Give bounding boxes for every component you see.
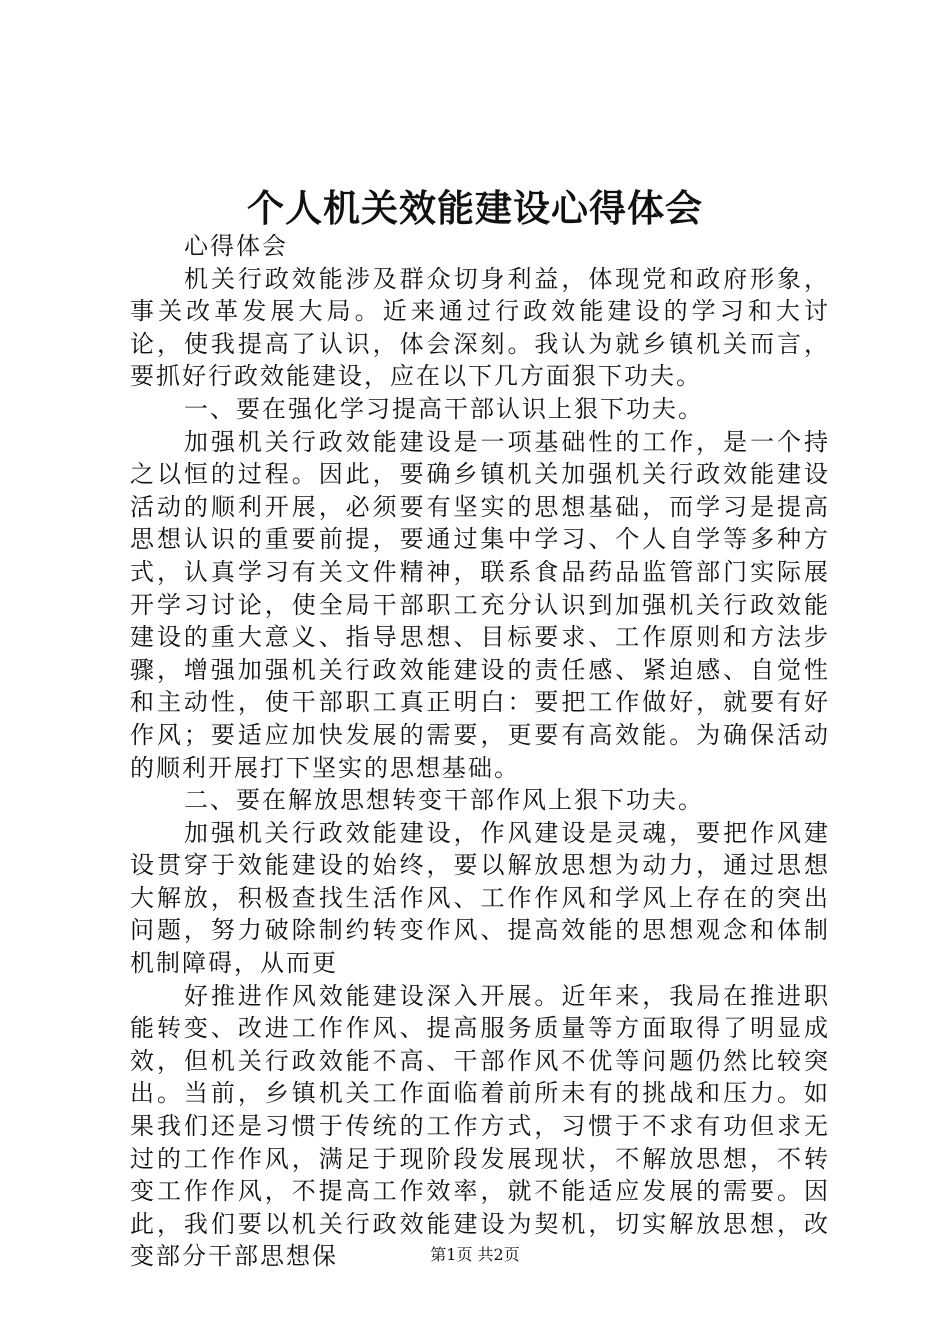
section-heading-2: 二、要在解放思想转变干部作风上狠下功夫。	[184, 786, 704, 815]
page-number-footer: 第1页 共2页	[430, 1245, 520, 1264]
paragraph-intro: 机关行政效能涉及群众切身利益，体现党和政府形象，事关改革发展大局。近来通过行政效能建设的学习和大讨论，使我提高了认识，体会深刻。我认为就乡镇机关而言，要抓好行政效能建设，应在以下几方面狠下功夫。	[130, 264, 830, 391]
document-title: 个人机关效能建设心得体会	[247, 186, 703, 230]
document-body	[130, 230, 830, 1273]
section-heading-1: 一、要在强化学习提高干部认识上狠下功夫。	[184, 394, 704, 423]
paragraph-heading-label: 心得体会	[184, 232, 288, 260]
paragraph-section-2: 加强机关行政效能建设，作风建设是灵魂，要把作风建设贯穿于效能建设的始终，要以解放思想为动力，通过思想大解放，积极查找生活作风、工作作风和学风上存在的突出问题，努力破除制约转变作风、提高效能的思想观念和体制机制障碍，从而更	[130, 818, 830, 978]
paragraph-section-1: 加强机关行政效能建设是一项基础性的工作，是一个持之以恒的过程。因此，要确乡镇机关加强机关行政效能建设活动的顺利开展，必须要有坚实的思想基础，而学习是提高思想认识的重要前提，要通过集中学习、个人自学等多种方式，认真学习有关文件精神，联系食品药品监管部门实际展开学习讨论，使全局干部职工充分认识到加强机关行政效能建设的重大意义、指导思想、目标要求、工作原则和方法步骤，增强加强机关行政效能建设的责任感、紧迫感、自觉性和主动性，使干部职工真正明白：要把工作做好，就要有好作风；要适应加快发展的需要，更要有高效能。为确保活动的顺利开展打下坚实的思想基础。	[130, 427, 830, 782]
paragraph-section-2-continued: 好推进作风效能建设深入开展。近年来，我局在推进职能转变、改进工作作风、提高服务质量等方面取得了明显成效，但机关行政效能不高、干部作风不优等问题仍然比较突出。当前，乡镇机关工作面临着前所未有的挑战和压力。如果我们还是习惯于传统的工作方式，习惯于不求有功但求无过的工作作风，满足于现阶段发展现状，不解放思想，不转变工作作风，不提高工作效率，就不能适应发展的需要。因此，我们要以机关行政效能建设为契机，切实解放思想，改变部分干部思想保	[130, 981, 830, 1271]
